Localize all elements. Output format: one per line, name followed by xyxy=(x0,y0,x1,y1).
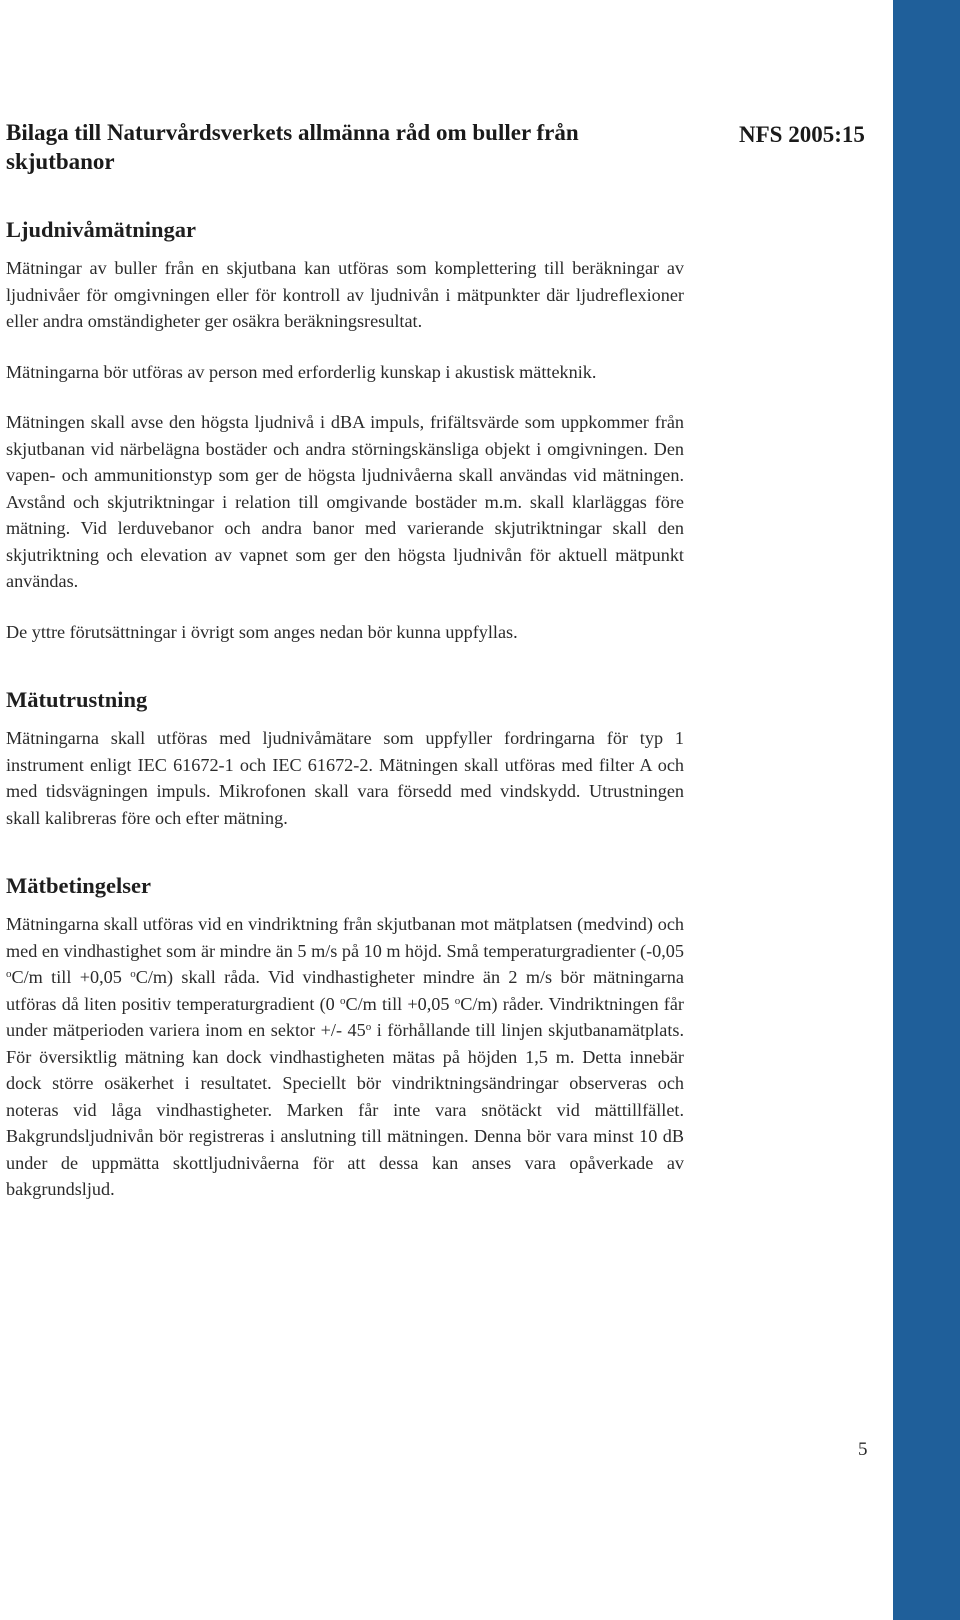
degree-superscript: o xyxy=(339,994,346,1007)
paragraph xyxy=(6,911,684,1203)
degree-superscript: o xyxy=(365,1021,372,1033)
header-document-code: NFS 2005:15 xyxy=(739,122,865,147)
paragraph: Mätningen skall avse den högsta ljudnivå i dBA impuls, frifältsvärde som uppkommer från skjutbanan vid närbelägna bostäder och andra störningskänsliga objekt i omgivningen. Den vapen- och ammunitionstyp som ger de högsta ljudnivåerna skall användas vid mätningen. Avstånd och skjutriktningar i relation till omgivande bostäder m.m. skall klarläggas före mätning. Vid lerduvebanor och andra banor med varierande skjutriktningar skall den skjutriktning och elevation av vapnet som ger den högsta ljudnivån för aktuell mätpunkt användas. xyxy=(6,412,684,591)
section-heading-matbetingelser: Mätbetingelser xyxy=(6,873,151,898)
paragraph: Mätningarna bör utföras av person med erforderlig kunskap i akustisk mätteknik. xyxy=(6,361,597,382)
page-number: 5 xyxy=(858,1439,868,1460)
text-run: C/m) råder. Vindriktningen får under mätperioden variera inom en sektor +/- 45 xyxy=(6,993,684,1040)
degree-superscript: o xyxy=(454,994,461,1007)
paragraph: Mätningarna skall utföras med ljudnivåmätare som uppfyller fordringarna för typ 1 instrument enligt IEC 61672-1 och IEC 61672-2. Mätningen skall utföras med filter A och med tidsvägningen impuls. Mikrofonen skall vara försedd med vindskydd. Utrustningen skall kalibreras före och efter mätning. xyxy=(6,728,684,828)
text-run: C/m till +0,05 xyxy=(11,967,131,987)
paragraph: Mätningar av buller från en skjutbana kan utföras som komplettering till beräkningar av ljudnivåer för omgivningen eller för kontroll av ljudnivån i mätpunkter där ljudreflexioner eller andra omständigheter ger osäkra beräkningsresultat. xyxy=(6,258,684,331)
text-run: i förhållande till linjen skjutbanamätplats. För översiktlig mätning kan dock vindhastigheten mätas på höjden 1,5 m. Detta innebär dock större osäkerhet i resultatet. Speciellt bör vindriktningsändringar observeras och noteras vid låga vindhastigheter. Marken får inte vara snötäckt vid mättillfället. Bakgrundsljudnivån bör registreras i anslutning till mätningen. Denna bör vara minst 10 dB under de uppmätta skottljudnivåerna för att dessa kan anses vara opåverkade av bakgrundsljud. xyxy=(6,1020,684,1199)
side-color-bar xyxy=(893,0,960,1620)
document-body xyxy=(6,215,684,1203)
text-run: Mätningarna skall utföras vid en vindriktning från skjutbanan mot mätplatsen (medvind) och med en vindhastighet som är mindre än 5 m/s på 10 m höjd. Små temperaturgradienter (-0,05 xyxy=(6,914,684,961)
text-run: C/m) skall råda. Vid vindhastigheter mindre än 2 m/s bör mätningarna utföras då liten positiv temperaturgradient (0 xyxy=(6,967,684,1014)
degree-superscript: o xyxy=(130,968,136,980)
degree-superscript: o xyxy=(6,968,12,980)
paragraph: De yttre förutsättningar i övrigt som anges nedan bör kunna uppfyllas. xyxy=(6,621,518,642)
section-heading-matutrustning: Mätutrustning xyxy=(6,687,148,712)
text-run: C/m till +0,05 xyxy=(345,993,455,1014)
section-heading-ljudnivamatningar: Ljudnivåmätningar xyxy=(6,217,197,242)
header-title: Bilaga till Naturvårdsverkets allmänna råd om buller från skjutbanor xyxy=(6,120,579,174)
